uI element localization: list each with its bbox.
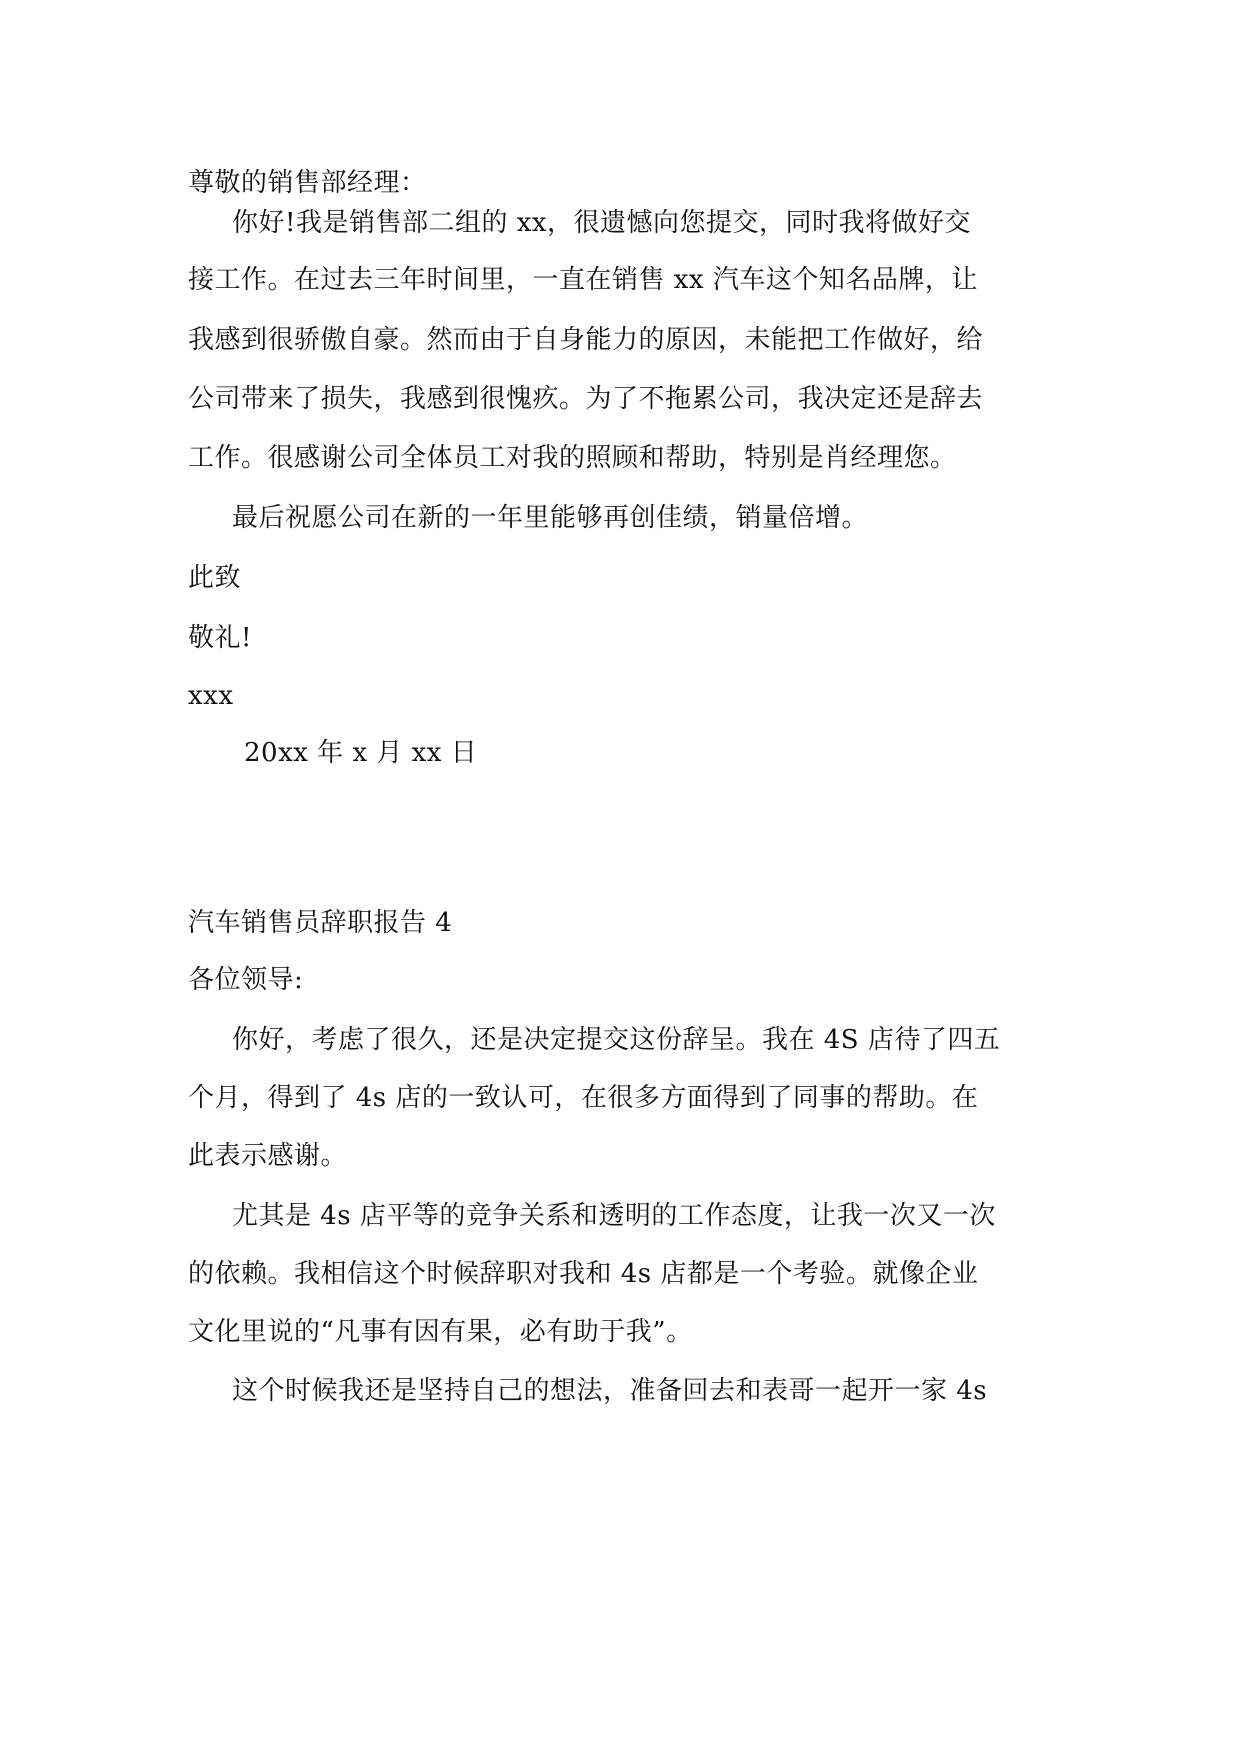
letter2-para2-line1: 尤其是 4s 店平等的竞争关系和透明的工作态度，让我一次又一次: [232, 1201, 996, 1231]
letter1-para1-line5: 工作。很感谢公司全体员工对我的照顾和帮助，特别是肖经理您。: [188, 443, 957, 473]
letter2-para1-line2: 个月，得到了 4s 店的一致认可，在很多方面得到了同事的帮助。在: [188, 1083, 979, 1113]
letter1-para2: 最后祝愿公司在新的一年里能够再创佳绩，销量倍增。: [232, 503, 869, 533]
letter1-date: 20xx 年 x 月 xx 日: [244, 738, 478, 768]
letter1-para1-line3: 我感到很骄傲自豪。然而由于自身能力的原因，未能把工作做好，给: [188, 325, 984, 355]
letter2-title: 汽车销售员辞职报告 4: [188, 908, 453, 938]
letter1-closing1: 此致: [188, 563, 242, 593]
letter1-closing2: 敬礼!: [188, 623, 252, 653]
letter2-para3-line1: 这个时候我还是坚持自己的想法，准备回去和表哥一起开一家 4s: [232, 1376, 988, 1406]
letter1-para1-line2: 接工作。在过去三年时间里，一直在销售 xx 汽车这个知名品牌，让: [188, 265, 978, 295]
letter2-para1-line3: 此表示感谢。: [188, 1141, 348, 1171]
letter1-signature: xxx: [188, 681, 234, 711]
letter1-para1-line1: 你好!我是销售部二组的 xx，很遗憾向您提交，同时我将做好交: [232, 208, 972, 238]
letter1-para1-line4: 公司带来了损失，我感到很愧疚。为了不拖累公司，我决定还是辞去: [188, 384, 984, 414]
letter2-salutation: 各位领导:: [188, 965, 304, 995]
letter2-para2-line3: 文化里说的“凡事有因有果，必有助于我”。: [188, 1317, 693, 1347]
letter2-para2-line2: 的依赖。我相信这个时候辞职对我和 4s 店都是一个考验。就像企业: [188, 1259, 979, 1289]
letter1-salutation: 尊敬的销售部经理：: [188, 168, 427, 198]
letter2-para1-line1: 你好，考虑了很久，还是决定提交这份辞呈。我在 4S 店待了四五: [232, 1025, 1001, 1055]
